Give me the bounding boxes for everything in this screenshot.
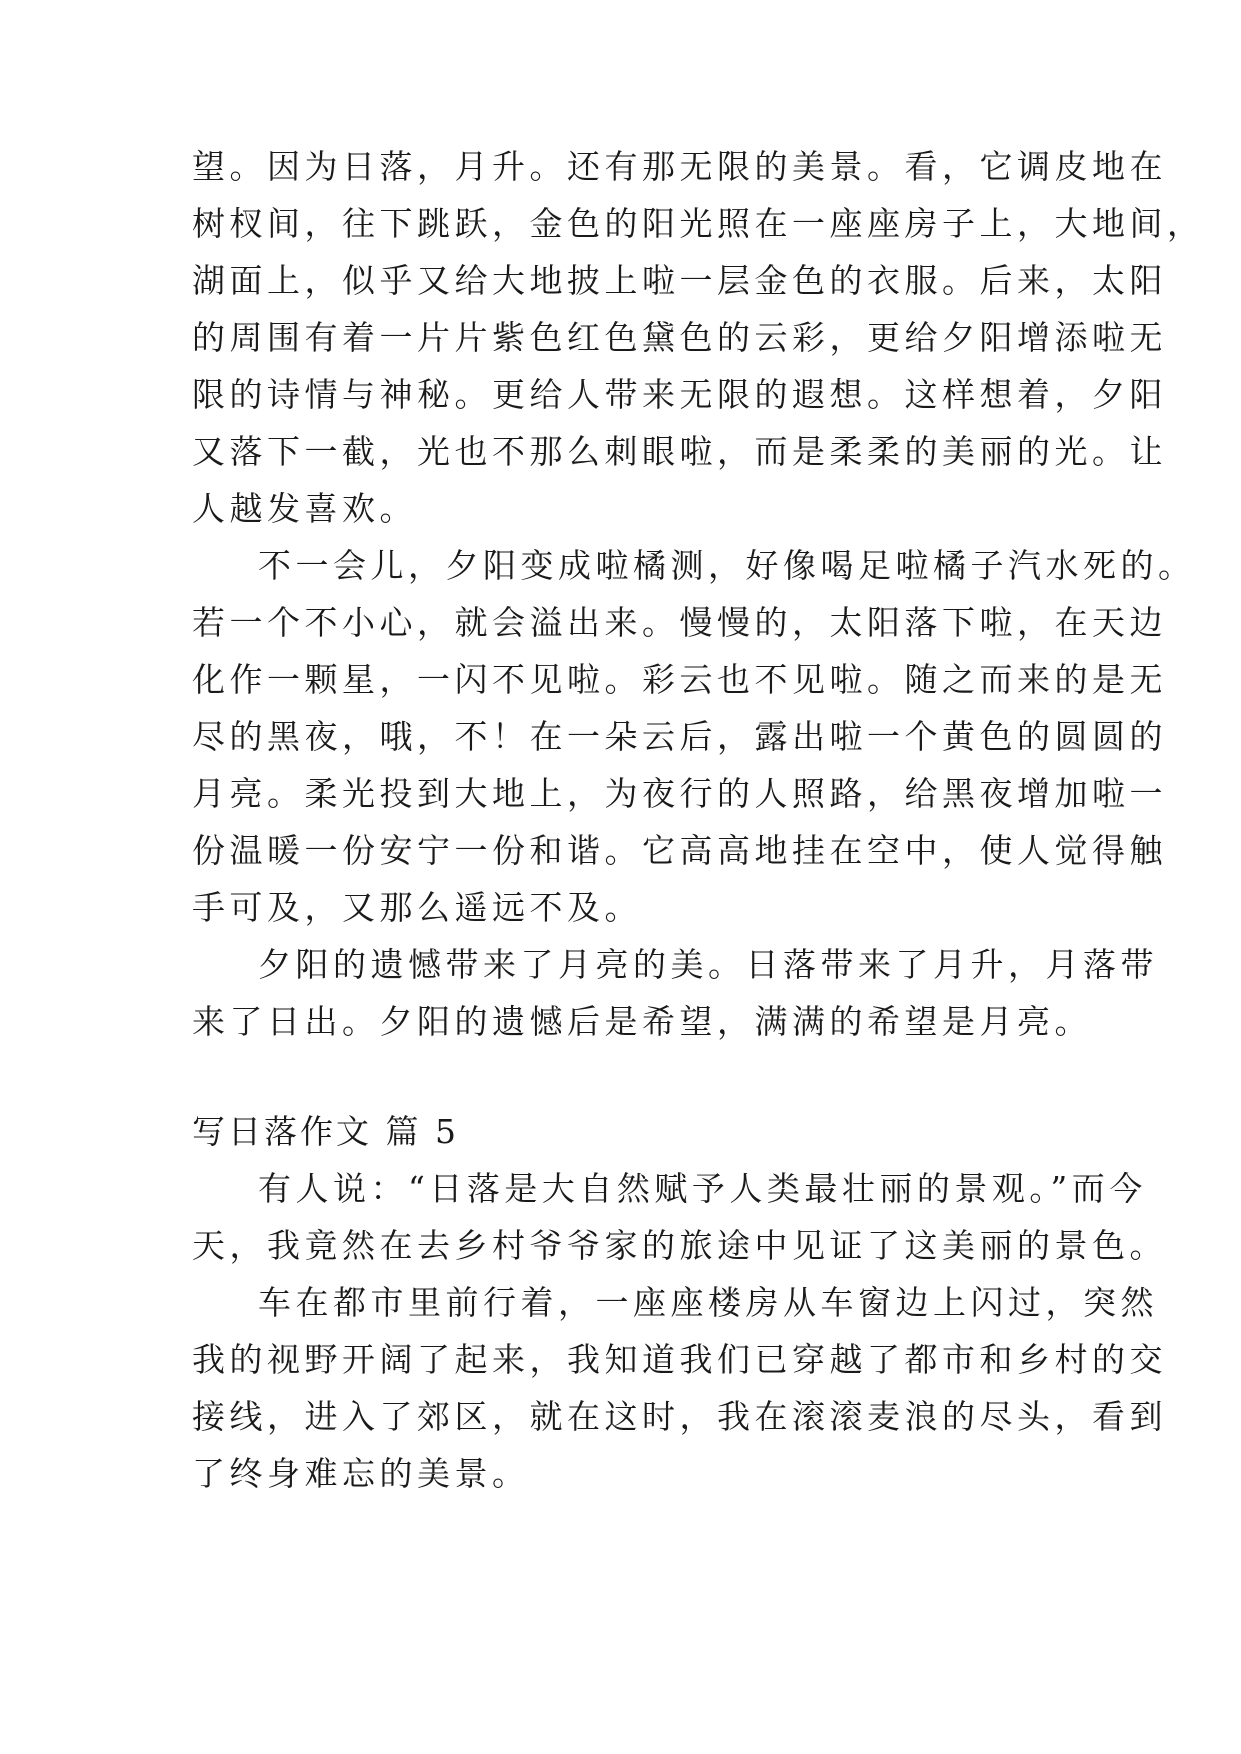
paragraph-line: 了终身难忘的美景。 [192, 1454, 530, 1493]
paragraph-first-line: 夕阳的遗憾带来了月亮的美。日落带来了月升，月落带 [258, 945, 1158, 984]
paragraph-first-line: 车在都市里前行着，一座座楼房从车窗边上闪过，突然 [258, 1283, 1158, 1322]
paragraph-line: 又落下一截，光也不那么刺眼啦，而是柔柔的美丽的光。让 [192, 432, 1167, 471]
paragraph-line: 份温暖一份安宁一份和谐。它高高地挂在空中，使人觉得触 [192, 831, 1167, 870]
paragraph-line: 尽的黑夜，哦，不！在一朵云后，露出啦一个黄色的圆圆的 [192, 717, 1167, 756]
paragraph-line: 来了日出。夕阳的遗憾后是希望，满满的希望是月亮。 [192, 1002, 1092, 1041]
section-heading: 写日落作文 篇 5 [192, 1112, 459, 1151]
paragraph-line: 望。因为日落，月升。还有那无限的美景。看，它调皮地在 [192, 147, 1167, 186]
paragraph-line: 湖面上，似乎又给大地披上啦一层金色的衣服。后来，太阳 [192, 261, 1167, 300]
paragraph-line: 化作一颗星，一闪不见啦。彩云也不见啦。随之而来的是无 [192, 660, 1167, 699]
paragraph-line: 的周围有着一片片紫色红色黛色的云彩，更给夕阳增添啦无 [192, 318, 1167, 357]
paragraph-line: 人越发喜欢。 [192, 489, 417, 528]
paragraph-line: 月亮。柔光投到大地上，为夜行的人照路，给黑夜增加啦一 [192, 774, 1167, 813]
paragraph-line: 接线，进入了郊区，就在这时，我在滚滚麦浪的尽头，看到 [192, 1397, 1167, 1436]
paragraph-line: 我的视野开阔了起来，我知道我们已穿越了都市和乡村的交 [192, 1340, 1167, 1379]
paragraph-line: 树杈间，往下跳跃，金色的阳光照在一座座房子上，大地间， [192, 204, 1205, 243]
paragraph-first-line: 不一会儿，夕阳变成啦橘测，好像喝足啦橘子汽水死的。 [258, 546, 1196, 585]
paragraph-line: 天，我竟然在去乡村爷爷家的旅途中见证了这美丽的景色。 [192, 1226, 1167, 1265]
paragraph-line: 手可及，又那么遥远不及。 [192, 888, 642, 927]
paragraph-first-line: 有人说：“日落是大自然赋予人类最壮丽的景观。”而今 [258, 1169, 1147, 1208]
paragraph-line: 限的诗情与神秘。更给人带来无限的遐想。这样想着，夕阳 [192, 375, 1167, 414]
paragraph-line: 若一个不小心，就会溢出来。慢慢的，太阳落下啦，在天边 [192, 603, 1167, 642]
